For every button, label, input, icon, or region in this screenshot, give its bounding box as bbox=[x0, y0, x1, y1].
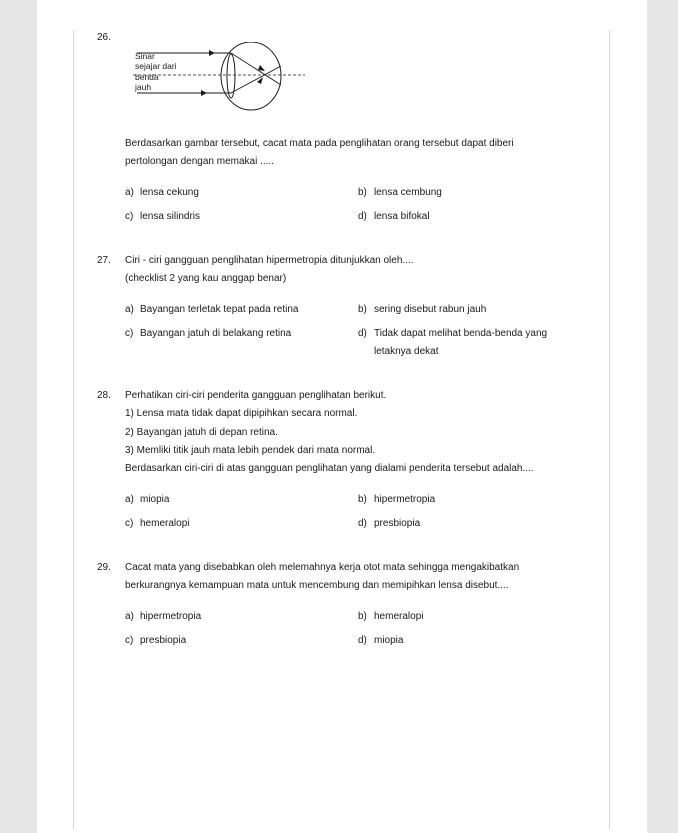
q29-option-a[interactable]: hipermetropia bbox=[140, 611, 202, 622]
q26-option-b-letter: b) bbox=[358, 187, 367, 198]
diagram-label-3: benda bbox=[135, 72, 159, 82]
q28-option-b[interactable]: hipermetropia bbox=[374, 494, 436, 505]
q29-text-line-2: berkurangnya kemampuan mata untuk mencembung dan memipihkan lensa disebut.... bbox=[125, 580, 509, 591]
q29-option-b[interactable]: hemeralopi bbox=[374, 611, 424, 622]
q26-option-a-letter: a) bbox=[125, 187, 134, 198]
q27-option-c[interactable]: Bayangan jatuh di belakang retina bbox=[140, 328, 292, 339]
q26-option-c[interactable]: lensa silindris bbox=[140, 211, 201, 222]
ray-top-arrow bbox=[209, 50, 215, 56]
q29-option-a-letter: a) bbox=[125, 611, 134, 622]
q28-text-line-2: 1) Lensa mata tidak dapat dipipihkan secara normal. bbox=[125, 408, 358, 419]
q28-option-c-letter: c) bbox=[125, 518, 134, 529]
q28-option-d[interactable]: presbiopia bbox=[374, 518, 421, 529]
diagram-label-2: sejajar dari bbox=[135, 61, 177, 71]
eye-diagram bbox=[133, 42, 313, 116]
diagram-label-1: Sinar bbox=[135, 51, 155, 61]
q26-option-a[interactable]: lensa cekung bbox=[140, 187, 199, 198]
q26-option-b[interactable]: lensa cembung bbox=[374, 187, 442, 198]
q29-text-line-1: Cacat mata yang disebabkan oleh melemahnya kerja otot mata sehingga mengakibatkan bbox=[125, 562, 520, 573]
q28-text-line-3: 2) Bayangan jatuh di depan retina. bbox=[125, 427, 278, 438]
q28-option-d-letter: d) bbox=[358, 518, 367, 529]
right-margin-line bbox=[609, 30, 610, 830]
q27-number: 27. bbox=[97, 255, 111, 266]
q28-option-c[interactable]: hemeralopi bbox=[140, 518, 190, 529]
q29-option-c-letter: c) bbox=[125, 635, 134, 646]
q27-option-d[interactable]: Tidak dapat melihat benda-benda yang bbox=[374, 328, 548, 339]
q27-option-a-letter: a) bbox=[125, 304, 134, 315]
ray-bottom-arrow bbox=[201, 90, 207, 96]
eyeball bbox=[221, 42, 281, 110]
q27-option-b[interactable]: sering disebut rabun jauh bbox=[374, 304, 487, 315]
q29-number: 29. bbox=[97, 562, 111, 573]
diagram-label-4: jauh bbox=[135, 82, 152, 92]
q28-option-b-letter: b) bbox=[358, 494, 367, 505]
q27-option-d-line-2: letaknya dekat bbox=[374, 346, 439, 357]
ray-top-refracted bbox=[231, 53, 281, 85]
q28-option-a[interactable]: miopia bbox=[140, 494, 170, 505]
q27-option-d-letter: d) bbox=[358, 328, 367, 339]
q27-option-a[interactable]: Bayangan terletak tepat pada retina bbox=[140, 304, 299, 315]
q28-text-line-1: Perhatikan ciri-ciri penderita gangguan penglihatan berikut. bbox=[125, 390, 387, 401]
q27-text-line-1: Ciri - ciri gangguan penglihatan hipermetropia ditunjukkan oleh.... bbox=[125, 255, 414, 266]
q27-option-b-letter: b) bbox=[358, 304, 367, 315]
q28-option-a-letter: a) bbox=[125, 494, 134, 505]
q29-option-c[interactable]: presbiopia bbox=[140, 635, 187, 646]
q27-option-c-letter: c) bbox=[125, 328, 134, 339]
q26-option-d-letter: d) bbox=[358, 211, 367, 222]
q28-number: 28. bbox=[97, 390, 111, 401]
ray-bottom-refracted bbox=[231, 66, 281, 93]
q29-option-d[interactable]: miopia bbox=[374, 635, 404, 646]
q27-text-line-2: (checklist 2 yang kau anggap benar) bbox=[125, 273, 287, 284]
q29-option-d-letter: d) bbox=[358, 635, 367, 646]
q28-text-line-5: Berdasarkan ciri-ciri di atas gangguan penglihatan yang dialami penderita tersebut adalah.... bbox=[125, 463, 534, 474]
left-margin-line bbox=[73, 30, 74, 830]
q26-text-line-1: Berdasarkan gambar tersebut, cacat mata pada penglihatan orang tersebut dapat diberi bbox=[125, 138, 514, 149]
q26-option-d[interactable]: lensa bifokal bbox=[374, 211, 430, 222]
worksheet-page bbox=[37, 0, 647, 833]
q28-text-line-4: 3) Memliki titik jauh mata lebih pendek dari mata normal. bbox=[125, 445, 376, 456]
q26-number: 26. bbox=[97, 32, 111, 43]
q29-option-b-letter: b) bbox=[358, 611, 367, 622]
q26-option-c-letter: c) bbox=[125, 211, 134, 222]
q26-text-line-2: pertolongan dengan memakai ..... bbox=[125, 156, 274, 167]
ray-top-arrow2 bbox=[258, 65, 265, 71]
